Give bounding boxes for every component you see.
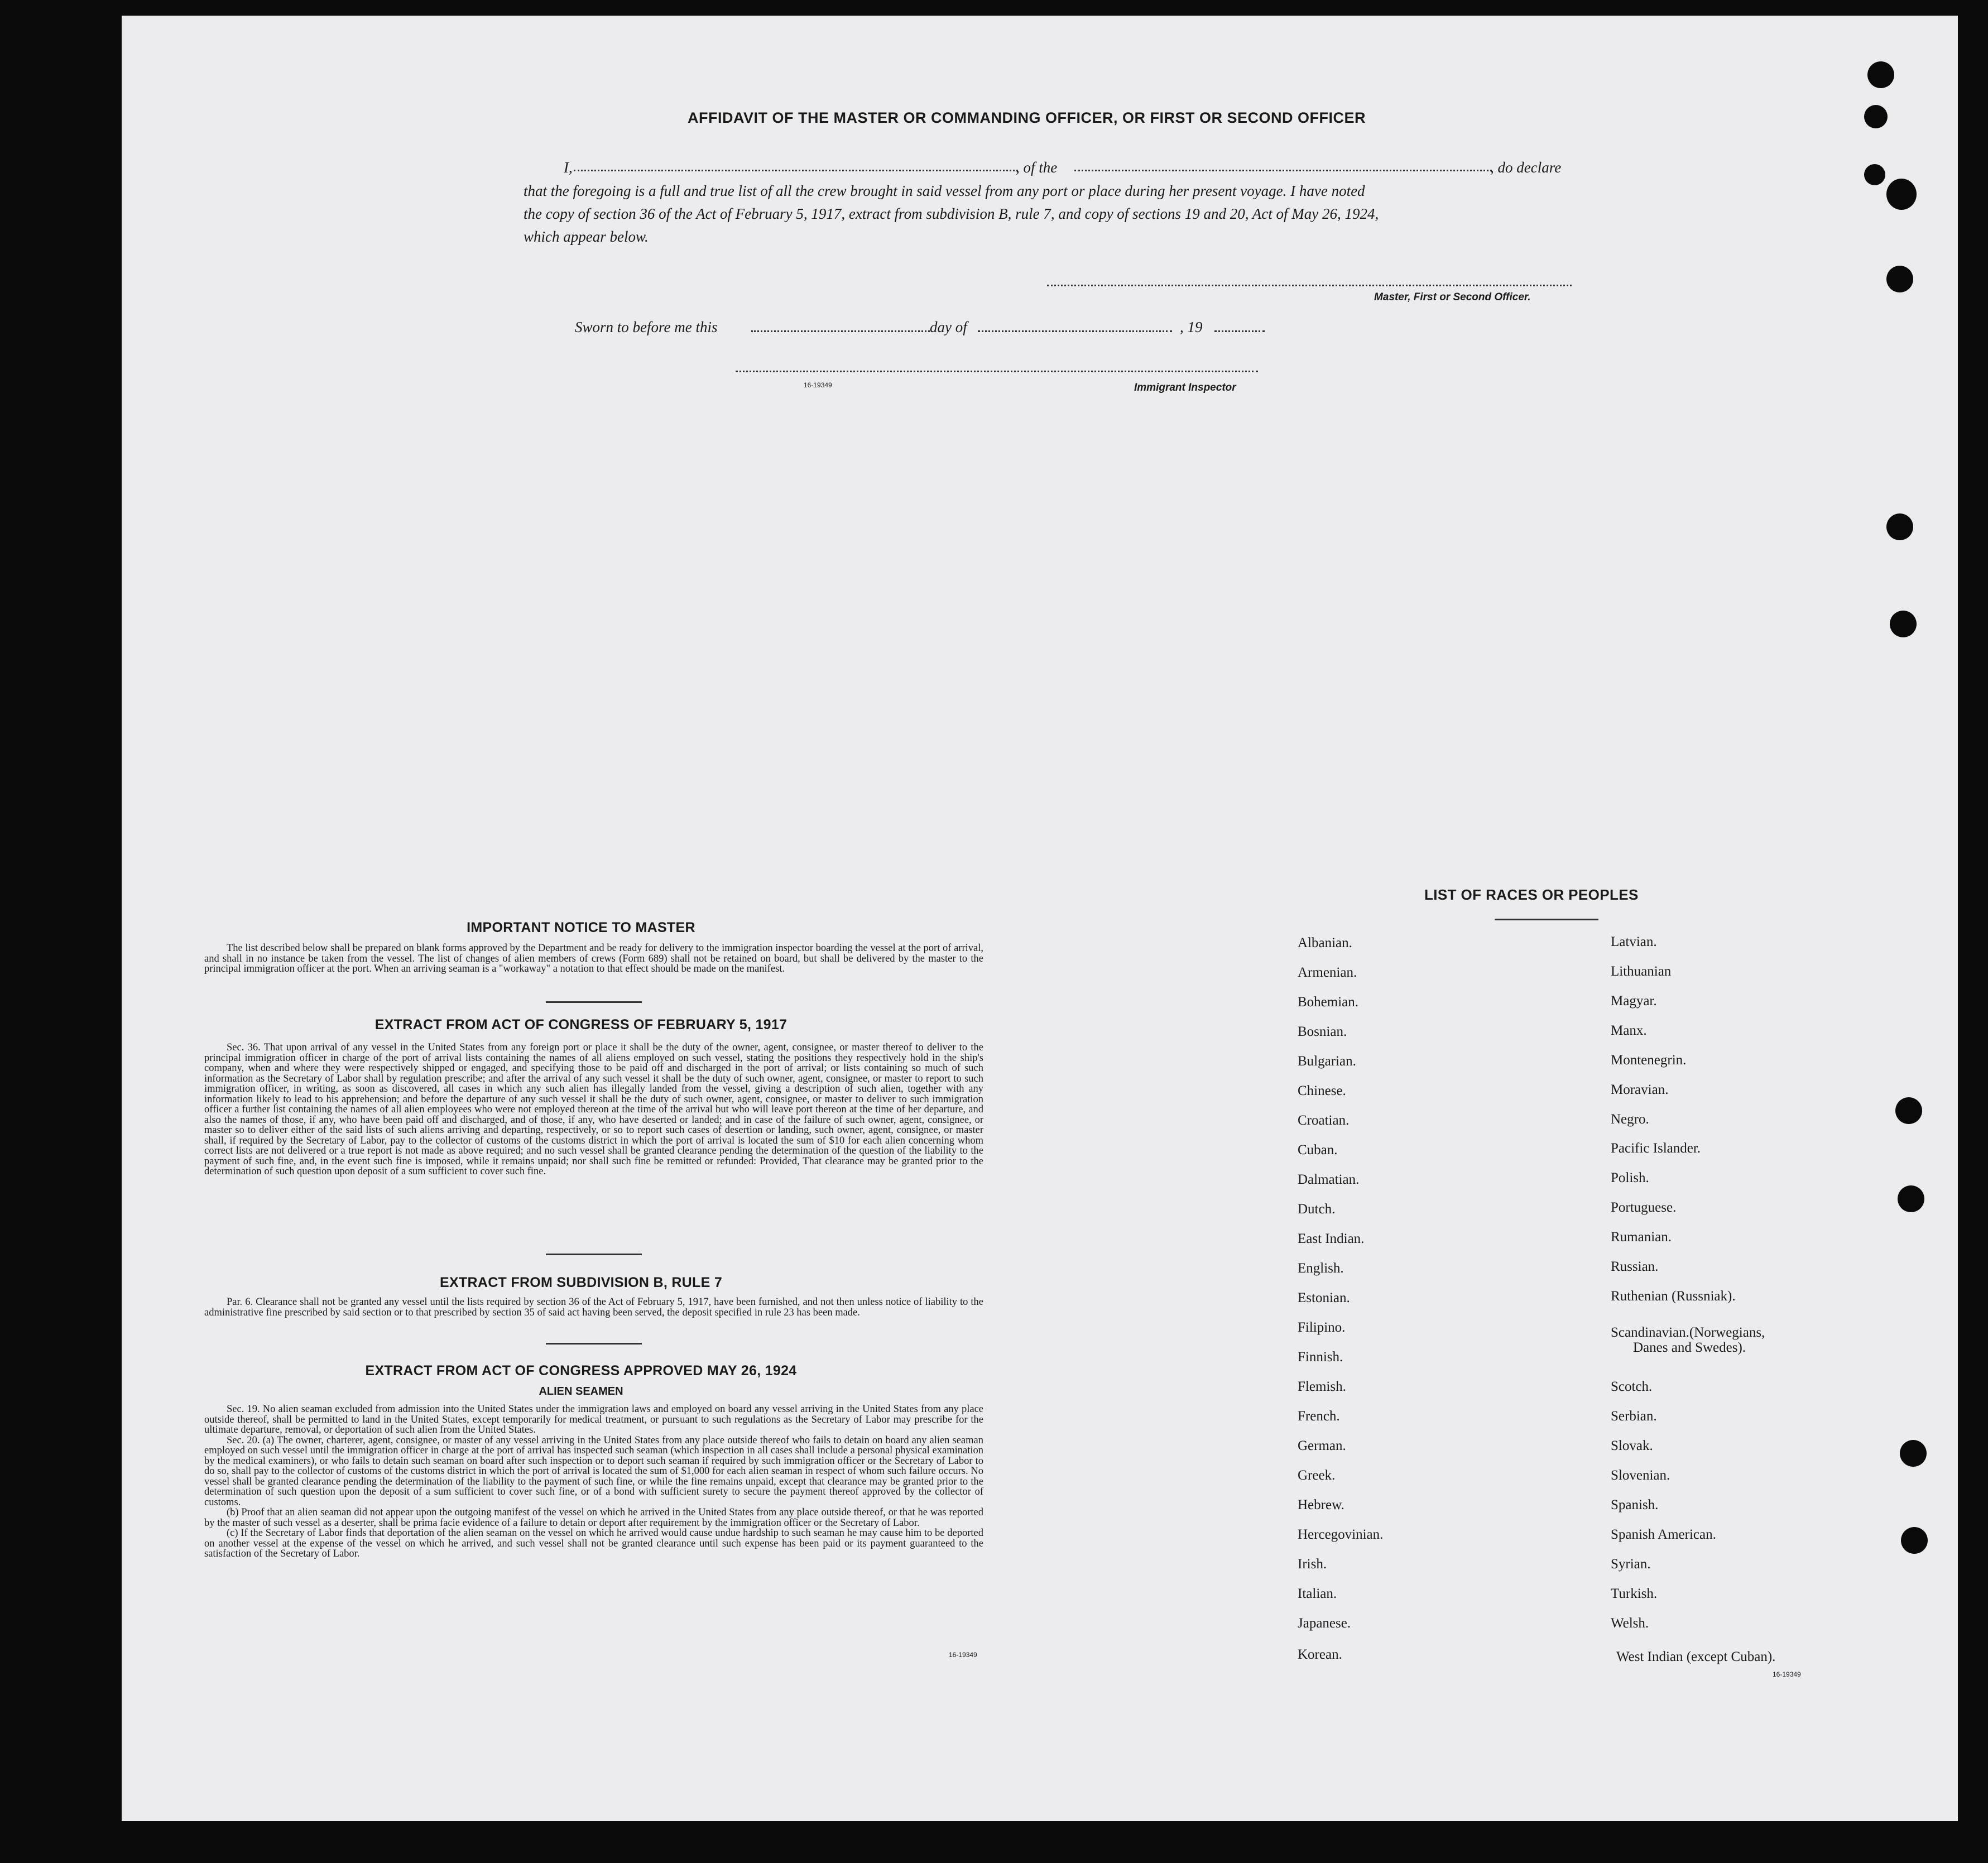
sworn-day-field[interactable] <box>751 330 930 332</box>
divider <box>546 1254 642 1255</box>
race-item: Estonian. <box>1298 1290 1350 1305</box>
day-of-label: day of <box>930 319 967 335</box>
race-item: Croatian. <box>1298 1113 1350 1128</box>
punch-hole <box>1890 611 1917 637</box>
affidavit-line-2: the copy of section 36 of the Act of February 5, 1917, extract from subdivision B, rule 7, and copy of sections 19 and 20, Act of May 26, 1924, <box>524 205 1379 222</box>
race-item: Japanese. <box>1298 1616 1351 1631</box>
race-item: Scotch. <box>1611 1379 1653 1394</box>
race-item: Latvian. <box>1611 934 1657 949</box>
race-item: Negro. <box>1611 1112 1649 1127</box>
sworn-month-field[interactable] <box>978 330 1172 332</box>
vessel-name-field[interactable] <box>1074 170 1492 171</box>
race-item: Manx. <box>1611 1023 1647 1038</box>
race-item: Serbian. <box>1611 1409 1657 1424</box>
extract-rule7-title: EXTRACT FROM SUBDIVISION B, RULE 7 <box>439 1275 723 1290</box>
race-item: Syrian. <box>1611 1557 1651 1572</box>
affidavit-line-1: that the foregoing is a full and true list of all the crew brought in said vessel from any port or place during her present voyage. I have noted <box>524 183 1365 199</box>
race-item: Spanish. <box>1611 1497 1659 1513</box>
punch-hole <box>1867 61 1894 88</box>
form-number: 16-19349 <box>1773 1670 1801 1678</box>
race-item: East Indian. <box>1298 1231 1365 1246</box>
race-item: Irish. <box>1298 1557 1327 1572</box>
race-item: Armenian. <box>1298 965 1357 980</box>
race-item: Greek. <box>1298 1468 1336 1483</box>
race-item: Montenegrin. <box>1611 1053 1687 1068</box>
affidavit-title: AFFIDAVIT OF THE MASTER OR COMMANDING OFFICER, OR FIRST OR SECOND OFFICER <box>688 109 1366 126</box>
extract-1917-title: EXTRACT FROM ACT OF CONGRESS OF FEBRUARY 5, 1917 <box>374 1017 787 1033</box>
race-item: Flemish. <box>1298 1379 1346 1394</box>
master-signature-label: Master, First or Second Officer. <box>1374 291 1531 303</box>
sec-20a-paragraph: Sec. 20. (a) The owner, charterer, agent, consignee, or master of any vessel arriving in the United States from any place outside thereof who fails to detain on board any alien seaman employed on such vessel until the immigration officer in charge at the port of arrival has inspected such seaman (which inspection in all cases shall include a personal physical examination by the medical examiners), or who fails to detain such seaman on board after such inspection or to deport such seaman if required by such immigration officer or the Secretary of Labor to do so, shall pay to the collector of customs of the customs district in which the port of arrival is located the sum of $1,000 for each alien seaman in respect of whom such failure occurs. No vessel shall be granted clearance pending the determination of the liability to the payment of such fine, or while the fine remains unpaid, except that clearance may be granted prior to the determination of such question upon the deposit of a sum sufficient to cover such fine, or of a bond with sufficient surety to secure the payment thereof approved by the collector of customs. <box>204 1434 983 1508</box>
race-item: Korean. <box>1298 1647 1342 1662</box>
race-item: Spanish American. <box>1611 1527 1716 1542</box>
form-number: 16-19349 <box>804 381 832 389</box>
race-item: Ruthenian (Russniak). <box>1611 1289 1736 1304</box>
race-item: Slovenian. <box>1611 1468 1670 1483</box>
race-item: Polish. <box>1611 1170 1649 1185</box>
notice-text: The list described below shall be prepared on blank forms approved by the Department and be ready for delivery to the immigration inspector boarding the vessel at the port of arrival, and shall in no instance be taken from the vessel. The list of changes of alien members of crews (Form 689) shall not be retained on board, but shall be delivered by the master to the principal immigration officer at the port. When an arriving seaman is a "workaway" a notation to that effect should be made on the manifest. <box>204 943 983 974</box>
race-item: Lithuanian <box>1611 964 1672 979</box>
race-item: Rumanian. <box>1611 1230 1672 1245</box>
punch-hole <box>1886 513 1913 540</box>
race-item: French. <box>1298 1409 1340 1424</box>
race-item: Hebrew. <box>1298 1497 1344 1513</box>
race-item: Pacific Islander. <box>1611 1141 1701 1156</box>
race-item: Chinese. <box>1298 1083 1346 1098</box>
inspector-label: Immigrant Inspector <box>1134 382 1236 393</box>
race-item-continuation: Danes and Swedes). <box>1633 1340 1746 1355</box>
race-item: Dutch. <box>1298 1202 1336 1217</box>
extract-rule7-text: Par. 6. Clearance shall not be granted any vessel until the lists required by section 36 of the Act of February 5, 1917, have been furnished, and not then unless notice of liability to the administrative fine prescribed by said section or to that prescribed by section 35 of said act having been served, the deposit specified in rule 23 has been made. <box>204 1297 983 1318</box>
affidavit-line-3: which appear below. <box>524 228 649 245</box>
race-item: Hercegovinian. <box>1298 1527 1384 1542</box>
do-declare-label: , do declare <box>1490 159 1562 176</box>
sec-20c-paragraph: (c) If the Secretary of Labor finds that deportation of the alien seaman on the vessel on which he arrived would cause undue hardship to such seaman he may cause him to be deported on another vessel at the expense of the vessel on which he arrived, and such vessel shall not be granted clearance until such expense has been paid or its payment guaranteed to the satisfaction of the Secretary of Labor. <box>204 1528 983 1559</box>
race-item: Portuguese. <box>1611 1200 1677 1215</box>
punch-hole <box>1900 1440 1927 1467</box>
of-the-label: , of the <box>1016 159 1058 176</box>
punch-hole <box>1886 179 1917 210</box>
sec-20b-paragraph: (b) Proof that an alien seaman did not appear upon the outgoing manifest of the vessel on which he arrived in the United States from any place outside thereof, or that he was reported by the master of such vessel as a deserter, shall be prima facie evidence of a failure to detain or deport after requirement by the immigration officer or the Secretary of Labor. <box>204 1507 983 1529</box>
divider <box>1495 919 1598 920</box>
race-item: Moravian. <box>1611 1082 1669 1097</box>
punch-hole <box>1898 1185 1924 1212</box>
race-item: Filipino. <box>1298 1320 1346 1335</box>
sworn-year-field[interactable] <box>1214 330 1265 332</box>
race-item: Turkish. <box>1611 1586 1658 1601</box>
divider <box>546 1001 642 1003</box>
race-item: Bohemian. <box>1298 995 1359 1010</box>
race-item: Bosnian. <box>1298 1024 1347 1039</box>
race-item: Dalmatian. <box>1298 1172 1360 1187</box>
race-item: German. <box>1298 1438 1346 1453</box>
notice-title: IMPORTANT NOTICE TO MASTER <box>467 920 695 935</box>
race-item: Scandinavian.(Norwegians, <box>1611 1325 1765 1340</box>
declarant-name-field[interactable] <box>574 170 1018 171</box>
extract-1924-body <box>204 1404 983 1559</box>
race-item: Welsh. <box>1611 1616 1649 1631</box>
punch-hole <box>1864 164 1885 185</box>
year-prefix-label: , 19 <box>1180 319 1203 335</box>
inspector-signature-field[interactable] <box>736 371 1258 372</box>
race-item: Cuban. <box>1298 1142 1338 1158</box>
divider <box>546 1343 642 1345</box>
race-item: Bulgarian. <box>1298 1054 1356 1069</box>
punch-hole <box>1901 1527 1928 1554</box>
punch-hole <box>1864 105 1888 128</box>
race-item: Finnish. <box>1298 1350 1343 1365</box>
punch-hole <box>1886 266 1913 292</box>
race-item: Albanian. <box>1298 935 1352 950</box>
race-item: Russian. <box>1611 1259 1659 1274</box>
alien-seamen-subtitle: ALIEN SEAMEN <box>539 1385 623 1398</box>
races-title: LIST OF RACES OR PEOPLES <box>1424 886 1639 903</box>
extract-1917-text: Sec. 36. That upon arrival of any vessel in the United States from any foreign port or place it shall be the duty of the owner, agent, consignee, or master thereof to deliver to the principal immigration officer in charge of the port of arrival lists containing the names of all aliens employed on such vessel, stating the positions they respectively hold in the ship's company, when and where they were respectively shipped or engaged, and specifying those to be paid off and discharged in the port of arrival; or lists containing so much of such information as the Secretary of Labor shall by regulation prescribe; and after the arrival of any such vessel it shall be the duty of such owner, agent, consignee, or master to report to such immigration officer, in writing, as soon as discovered, all cases in which any such alien has illegally landed from the vessel, giving a description of such alien, together with any information likely to lead to his apprehension; and before the departure of any such vessel it shall be the duty of such owner, agent, consignee, or master to deliver to such immigration officer a further list containing the names of all alien employees who were not employed thereon at the time of the arrival but who will leave port thereon at the time of her departure, and also the names of those, if any, who have been paid off and discharged, and of those, if any, who have deserted or landed; and in case of the failure of such owner, agent, consignee, or master so to deliver either of the said lists of such aliens arriving and departing, respectively, or so to report such cases of desertion or landing, such owner, agent, consignee, or master shall, if required by the Secretary of Labor, pay to the collector of customs of the customs district in which the port of arrival is located the sum of $10 for each alien concerning whom correct lists are not delivered or a true report is not made as above required; and no such vessel shall be granted clearance pending the determination of the question of the liability to the payment of such fine, and, in the event such fine is imposed, while it remains unpaid; nor shall such fine be remitted or refunded: Provided, That clearance may be granted prior to the determination of such question upon deposit of a sum sufficient to cover such fine. <box>204 1042 983 1177</box>
sworn-label: Sworn to before me this <box>575 319 718 335</box>
master-signature-field[interactable] <box>1047 285 1572 286</box>
extract-1924-title: EXTRACT FROM ACT OF CONGRESS APPROVED MAY 26, 1924 <box>365 1363 797 1379</box>
race-item: West Indian (except Cuban). <box>1616 1649 1776 1664</box>
race-item: Italian. <box>1298 1586 1337 1601</box>
declarant-label: I, <box>564 159 573 176</box>
race-item: Magyar. <box>1611 993 1657 1009</box>
form-number: 16-19349 <box>949 1651 977 1659</box>
race-item: English. <box>1298 1261 1344 1276</box>
sec-19-paragraph: Sec. 19. No alien seaman excluded from admission into the United States under the immigration laws and employed on board any vessel arriving in the United States from any place outside thereof, shall be permitted to land in the United States, except temporarily for medical treatment, or pursuant to such regulations as the Secretary of Labor may prescribe for the ultimate departure, removal, or deportation of such alien from the United States. <box>204 1404 983 1435</box>
punch-hole <box>1895 1097 1922 1124</box>
race-item: Slovak. <box>1611 1438 1653 1453</box>
